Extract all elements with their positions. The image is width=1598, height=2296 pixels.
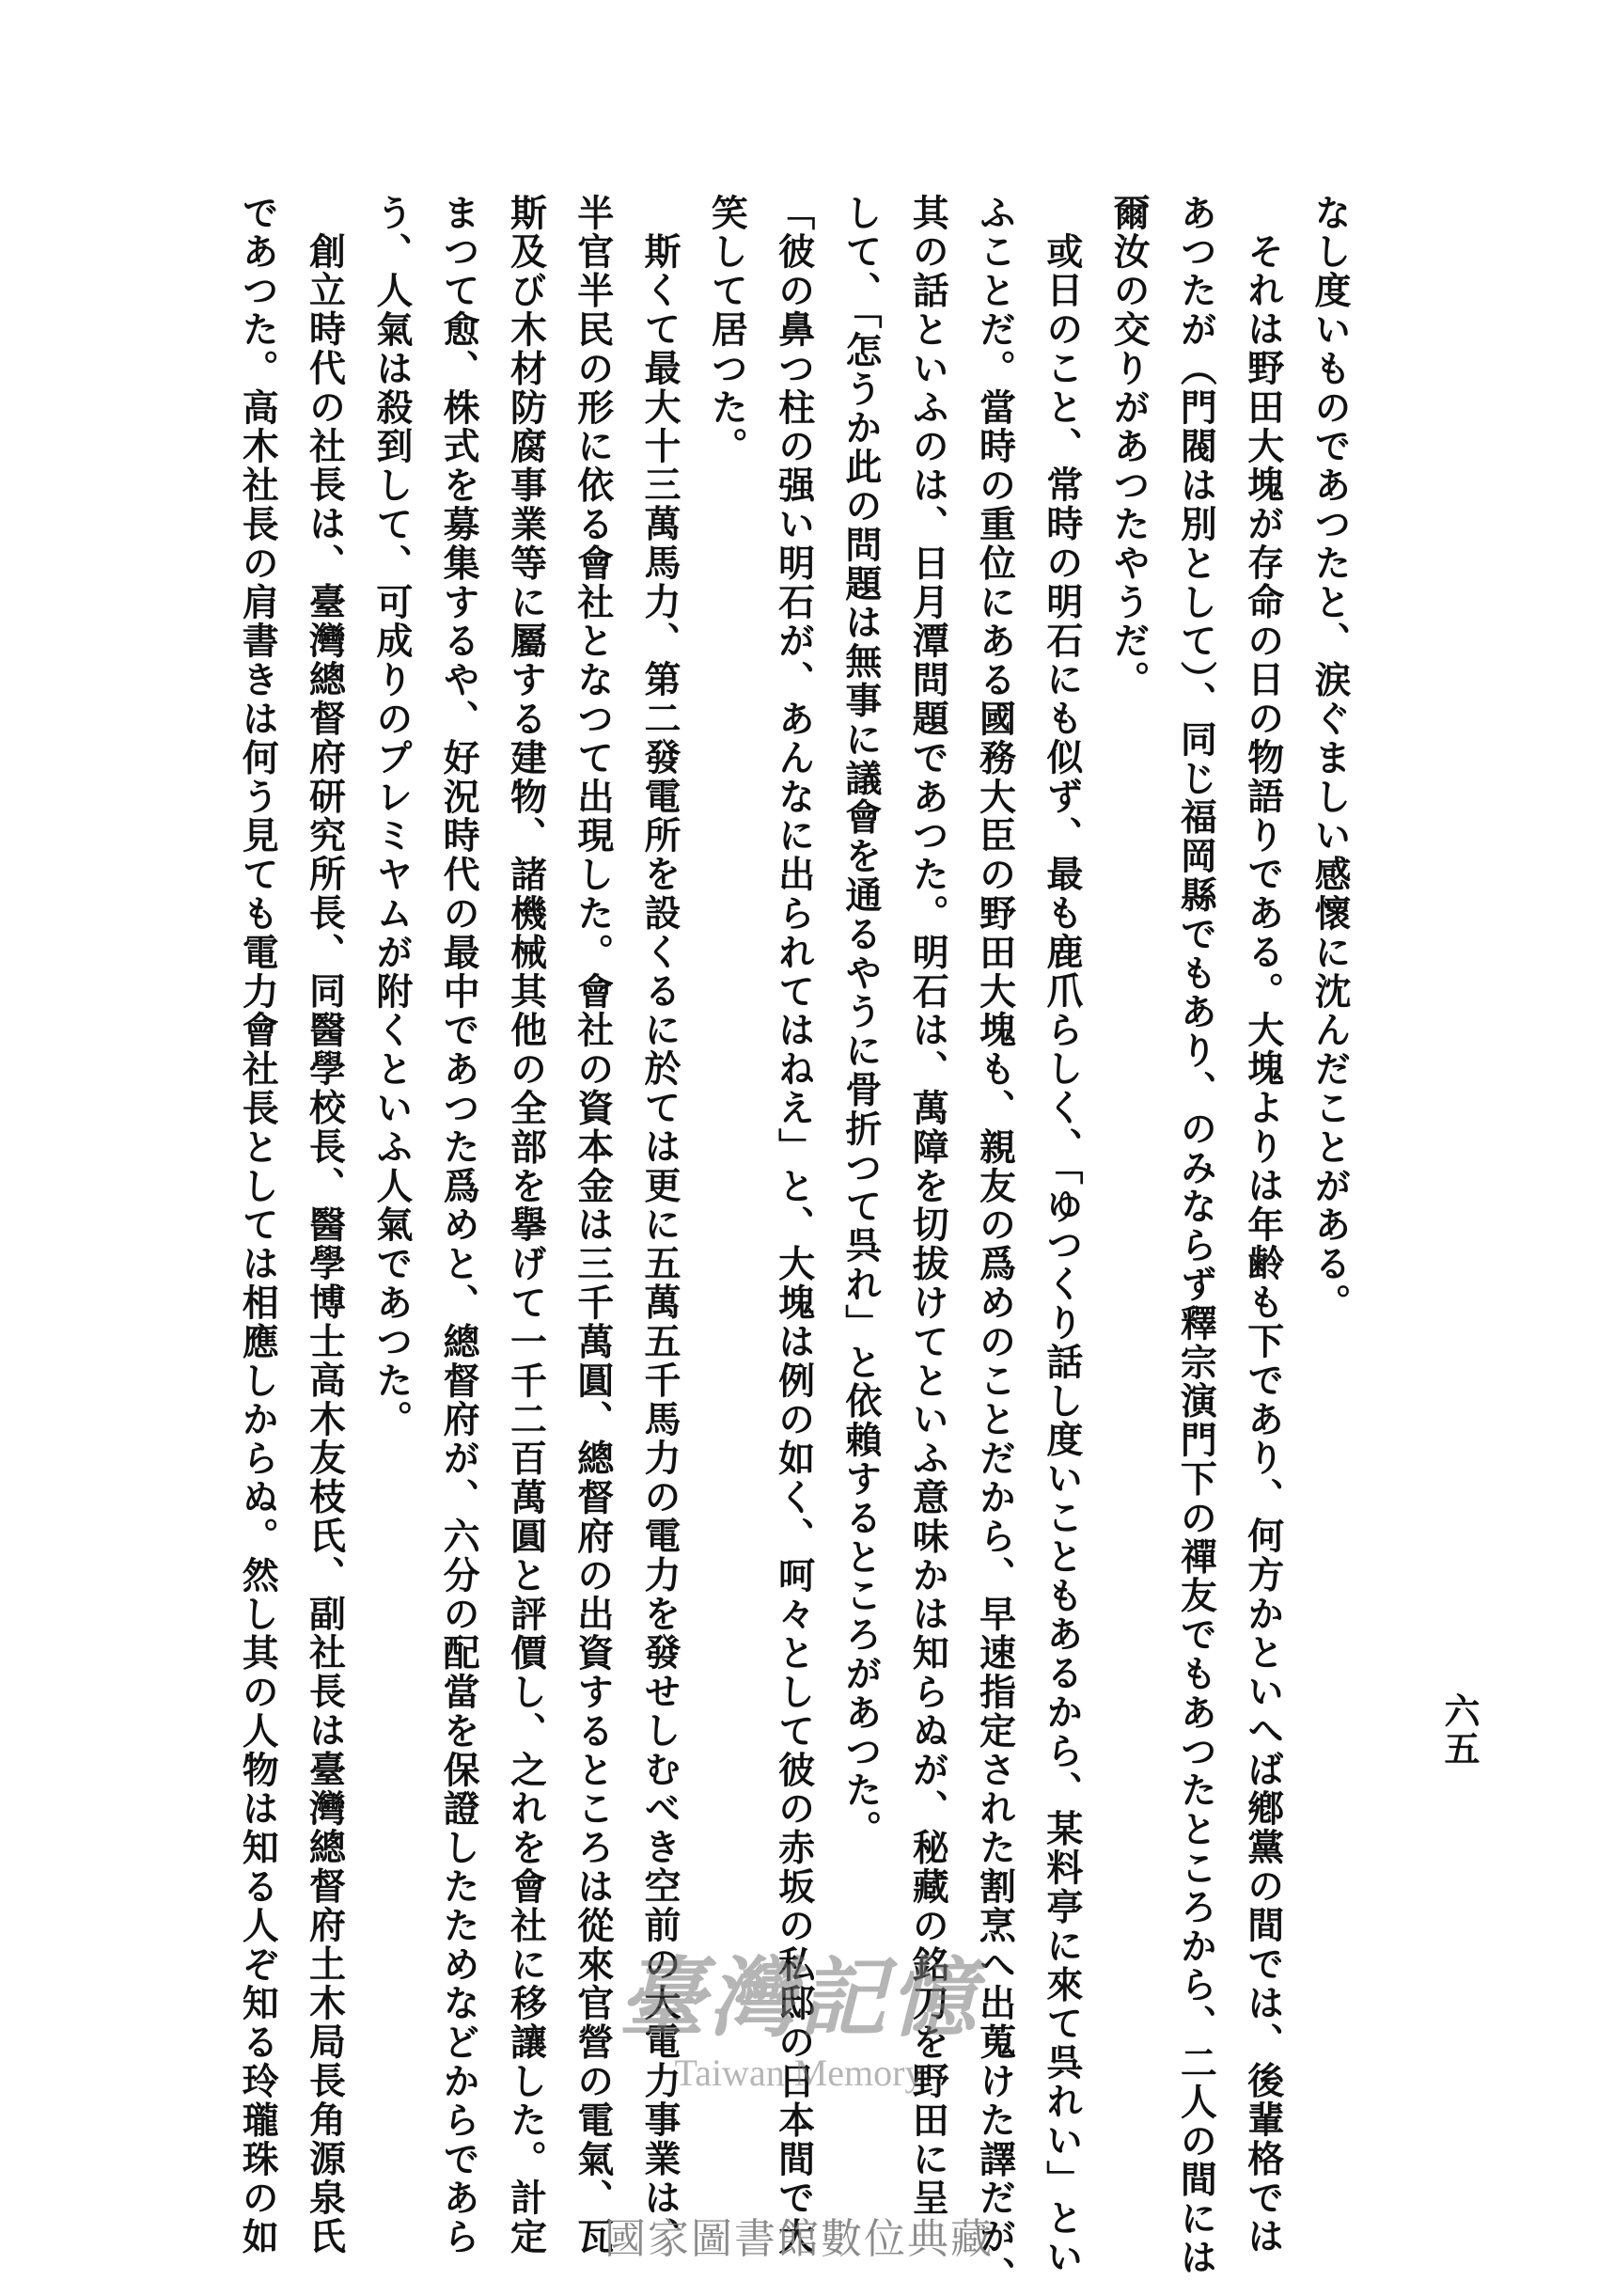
text-column: 爾汝の交りがあつたやうだ。 (1107, 194, 1152, 700)
text-column: 其の話といふのは、日月潭問題であつた。明石は、萬障を切拔けてといふ意味かは知らぬが、秘藏の銘刀を野田に呈 (906, 194, 950, 2218)
watermark-subtitle: Taiwan Memory (674, 2052, 924, 2094)
text-column: 「彼の鼻つ柱の强い明石が、あんなに出られてはねえ」と、大塊は例の如く、呵々として彼の赤坂の私邸の日本間で大 (772, 194, 816, 2257)
text-column: 斯くて最大十三萬馬力、第二發電所を設くるに於ては更に五萬五千馬力の電力を發せしむべき空前の大電力事業は、 (638, 232, 682, 2257)
page-number: 六五 (1438, 1692, 1480, 1768)
watermark-title: 臺灣記憶 (618, 1947, 979, 2049)
text-column: 創立時代の社長は、臺灣總督府研究所長、同醫學校長、醫學博士高木友枝氏、副社長は臺灣總督府土木局長角源泉氏 (303, 232, 347, 2257)
footer-credit: 國家圖書館數位典藏 (604, 2215, 994, 2263)
text-column: う、人氣は殺到して、可成りのプレミヤムが附くといふ人氣であつた。 (369, 194, 414, 1439)
text-column: あつたが（門閥は別として）、同じ福岡縣でもあり、のみならず釋宗演門下の禪友でもあつたところから、二人の間には (1174, 194, 1218, 2278)
text-column: なし度いものであつたと、涙ぐましい感懷に沈んだことがある。 (1308, 194, 1352, 1323)
text-column: 笑して居つた。 (705, 194, 749, 466)
text-column: して、「怎うか此の問題は無事に議會を通るやうに骨折つて呉れ」と依賴するところがあつた。 (838, 194, 883, 1849)
text-column: まつて愈、株式を募集するや、好況時代の最中であつた爲めと、總督府が、六分の配當を保證したためなどからであら (437, 194, 481, 2257)
text-column: 斯及び木材防腐事業等に屬する建物、諸機械其他の全部を擧げて一千二百萬圓と評價し、之れを會社に移讓した。計定 (504, 194, 548, 2257)
text-column: それは野田大塊が存命の日の物語りである。大塊よりは年齢も下であり、何方かといへば鄕黨の間では、後輩格では (1241, 232, 1285, 2257)
text-column: であつた。高木社長の肩書きは何う見ても電力會社長としては相應しからぬ。然し其の人物は知る人ぞ知る玲瓏珠の如 (236, 194, 280, 2257)
text-column: 或日のこと、常時の明石にも似ず、最も鹿爪らしく、「ゆつくり話し度いこともあるから、某料亭に來て呉れい」とい (1040, 232, 1084, 2277)
text-column: 半官半民の形に依る會社となつて出現した。會社の資本金は三千萬圓、總督府の出資するところは從來官營の電氣、瓦 (571, 194, 615, 2257)
text-column: ふことだ。當時の重位にある國務大臣の野田大塊も、親友の爲めのことだから、早速指定された割烹へ出蒐けた譯だが、 (973, 194, 1017, 2296)
